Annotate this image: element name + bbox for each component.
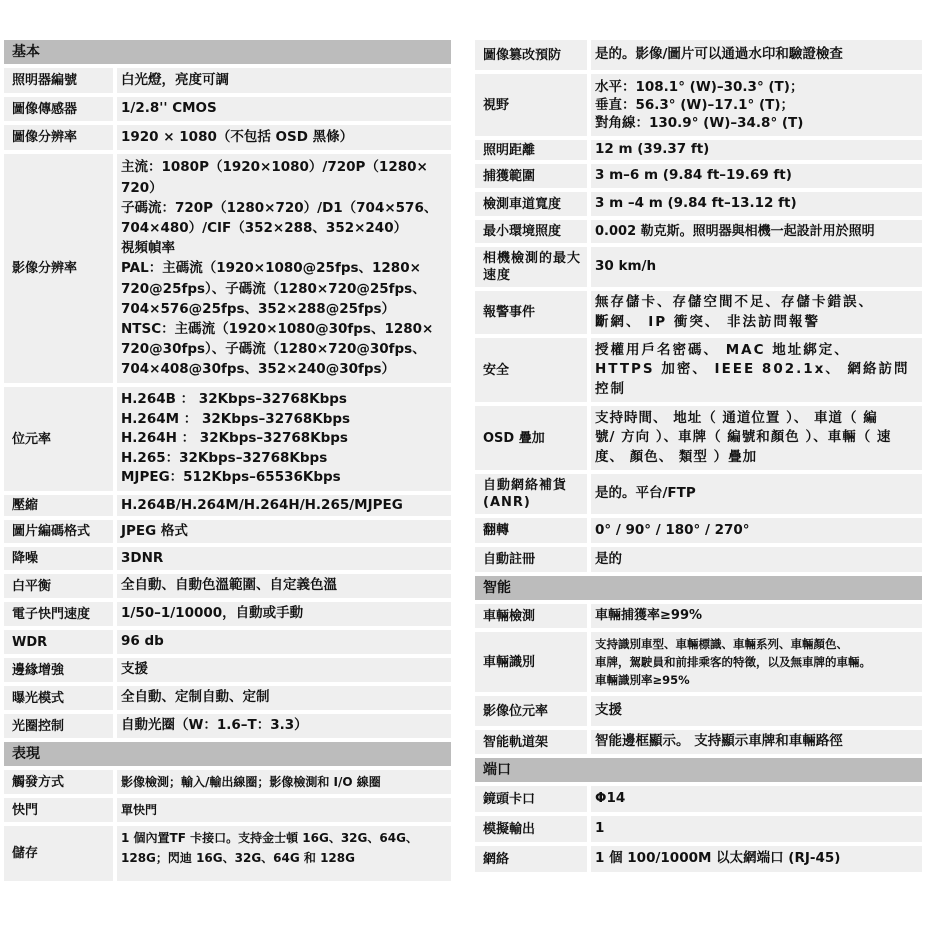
spec-label: 快門 [4,798,113,822]
spec-value: 12 m (39.37 ft) [591,140,922,160]
spec-row-tamper-prevention [475,40,922,70]
section-header-intelligence: 智能 [475,576,922,600]
spec-value: 智能邊框顯示。 支持顯示車牌和車輛路徑 [591,730,922,754]
spec-label: 儲存 [4,826,113,881]
spec-label: 安全 [475,338,587,402]
spec-label: WDR [4,630,113,654]
spec-label: 圖像篡改預防 [475,40,587,70]
spec-value: 支援 [591,696,922,726]
section-header-ports: 端口 [475,758,922,782]
spec-row-bitrate [4,387,451,491]
spec-label: 網絡 [475,846,587,872]
spec-row-analog-output [475,816,922,842]
spec-value: 1/50–1/10000，自動或手動 [117,602,451,626]
spec-value: 單快門 [117,798,451,822]
spec-row-flip [475,518,922,543]
spec-row-capture-range [475,164,922,188]
spec-row-picture-encoding [4,520,451,543]
spec-value: H.264B ： 32Kbps–32768Kbps H.264M ： 32Kbps–32768Kbps H.264H ： 32Kbps–32768Kbps H.265：32Kbps–32768Kbps MJPEG：512Kbps–65536Kbps [117,387,451,491]
spec-label: 車輛識別 [475,632,587,692]
spec-label: 捕獲範圍 [475,164,587,188]
spec-row-auto-register [475,547,922,572]
spec-row-alarm-events [475,291,922,334]
spec-row-iris-control [4,714,451,738]
spec-value: 3 m–6 m (9.84 ft–19.69 ft) [591,164,922,188]
spec-value: 全自動、定制自動、定制 [117,686,451,710]
spec-value: Φ14 [591,786,922,812]
spec-label: 曝光模式 [4,686,113,710]
spec-label: 照明距離 [475,140,587,160]
spec-row-anr [475,474,922,514]
spec-row-image-resolution [4,125,451,150]
section-header-basic: 基本 [4,40,451,64]
spec-label: 電子快門速度 [4,602,113,626]
spec-value: 1 [591,816,922,842]
spec-value: 支持時間、 地址（ 通道位置 ）、 車道（ 編 號/ 方向 ）、車牌（ 編號和顏色 ）、車輛（ 速 度、 顏色、 類型 ）疊加 [591,406,922,470]
spec-row-noise-reduction [4,547,451,570]
spec-row-vehicle-detection [475,604,922,628]
spec-value: 主流：1080P（1920×1080）/720P（1280× 720） 子碼流：720P（1280×720）/D1（704×576、 704×480）/CIF（352×288、352×240） 視頻幀率 PAL：主碼流（1920×1080@25fps、1280× 720@25fps）、子碼流（1280×720@25fps、 704×576@25fps、352×288@25fps） NTSC：主碼流（1920×1080@30fps、1280× 720@30fps）、子碼流（1280×720@30fps、 704×408@30fps、352×240@30fps） [117,154,451,383]
spec-label: 相機檢測的最大速度 [475,247,587,287]
spec-label: 智能軌道架 [475,730,587,754]
spec-row-smart-track [475,730,922,754]
spec-value: 無存儲卡、存儲空間不足、存儲卡錯誤、 斷網、 IP 衝突、 非法訪問報警 [591,291,922,334]
spec-value: 是的 [591,547,922,572]
section-header-performance: 表現 [4,742,451,766]
spec-row-edge-enhancement [4,658,451,682]
spec-label: 自動註冊 [475,547,587,572]
spec-label: OSD 疊加 [475,406,587,470]
spec-value: 自動光圈（W：1.6–T：3.3） [117,714,451,738]
spec-value: 1/2.8'' CMOS [117,97,451,121]
spec-row-shutter-speed [4,602,451,626]
spec-row-wdr [4,630,451,654]
spec-value: 0° / 90° / 180° / 270° [591,518,922,543]
spec-row-image-sensor [4,97,451,121]
spec-row-osd-overlay [475,406,922,470]
spec-value: 全自動、自動色溫範圍、自定義色溫 [117,574,451,598]
spec-label: 視野 [475,74,587,136]
spec-label: 光圈控制 [4,714,113,738]
spec-row-video-resolution [4,154,451,383]
spec-value: 影像檢測；輸入/輸出線圈；影像檢測和 I/O 線圈 [117,770,451,794]
spec-value: 支持識別車型、車輛標識、車輛系列、車輛顏色、 車牌，駕駛員和前排乘客的特徵，以及無車牌的車輛。 車輛識別率≥95% [591,632,922,692]
spec-label: 位元率 [4,387,113,491]
spec-value: 是的。影像/圖片可以通過水印和驗證檢查 [591,40,922,70]
spec-row-max-speed [475,247,922,287]
spec-row-compression [4,495,451,516]
spec-row-vehicle-recognition [475,632,922,692]
spec-value: 0.002 勒克斯。照明器與相機一起設計用於照明 [591,220,922,243]
spec-value: 1920 × 1080（不包括 OSD 黑條） [117,125,451,150]
spec-row-field-of-view [475,74,922,136]
spec-value: 車輛捕獲率≥99% [591,604,922,628]
spec-row-security [475,338,922,402]
spec-value: JPEG 格式 [117,520,451,543]
spec-row-video-bitrate [475,696,922,726]
spec-label: 模擬輸出 [475,816,587,842]
spec-label: 圖像分辨率 [4,125,113,150]
spec-label: 影像分辨率 [4,154,113,383]
spec-label: 車輛檢測 [475,604,587,628]
spec-value: 1 個內置TF 卡接口。支持金士頓 16G、32G、64G、 128G；閃迪 16G、32G、64G 和 128G [117,826,451,881]
spec-value: 支援 [117,658,451,682]
spec-row-storage [4,826,451,881]
spec-row-trigger-mode [4,770,451,794]
spec-label: 圖片編碼格式 [4,520,113,543]
spec-value: 30 km/h [591,247,922,287]
spec-value: 1 個 100/1000M 以太網端口 (RJ-45) [591,846,922,872]
spec-label: 報警事件 [475,291,587,334]
spec-label: 邊緣增強 [4,658,113,682]
spec-row-white-balance [4,574,451,598]
spec-value: 3DNR [117,547,451,570]
spec-row-min-illumination [475,220,922,243]
spec-label: 鏡頭卡口 [475,786,587,812]
spec-value: H.264B/H.264M/H.264H/H.265/MJPEG [117,495,451,516]
spec-label: 檢測車道寬度 [475,192,587,216]
spec-row-illumination-distance [475,140,922,160]
spec-value: 水平：108.1° (W)–30.3° (T)； 垂直：56.3° (W)–17.1° (T)； 對角線：130.9° (W)–34.8° (T) [591,74,922,136]
spec-row-lens-mount [475,786,922,812]
spec-value: 是的。平台/FTP [591,474,922,514]
spec-label: 翻轉 [475,518,587,543]
spec-label: 自動網絡補貨 (ANR) [475,474,587,514]
spec-table-right [475,40,922,876]
spec-value: 白光燈，亮度可調 [117,68,451,93]
spec-label: 照明器編號 [4,68,113,93]
spec-row-network [475,846,922,872]
spec-value: 授權用戶名密碼、 MAC 地址綁定、 HTTPS 加密、 IEEE 802.1x、 網絡訪問 控制 [591,338,922,402]
spec-value: 96 db [117,630,451,654]
spec-value: 3 m –4 m (9.84 ft–13.12 ft) [591,192,922,216]
spec-label: 最小環境照度 [475,220,587,243]
spec-label: 影像位元率 [475,696,587,726]
spec-row-illuminator [4,68,451,93]
spec-label: 觸發方式 [4,770,113,794]
spec-label: 圖像傳感器 [4,97,113,121]
spec-row-exposure-mode [4,686,451,710]
spec-table-left [4,40,451,885]
spec-row-shutter [4,798,451,822]
spec-label: 壓縮 [4,495,113,516]
spec-label: 白平衡 [4,574,113,598]
spec-label: 降噪 [4,547,113,570]
spec-row-lane-width [475,192,922,216]
